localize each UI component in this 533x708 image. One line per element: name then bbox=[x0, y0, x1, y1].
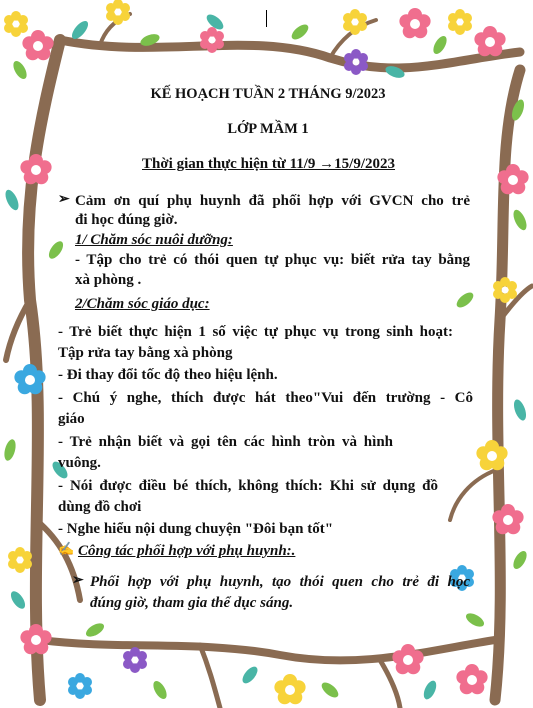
care-item-line: - Nói được điều bé thích, không thích: Khi sử dụng đồ bbox=[58, 478, 438, 494]
section3-text-line2: đúng giờ, tham gia thể dục sáng. bbox=[90, 595, 294, 611]
care-item-line: dùng đồ chơi bbox=[58, 499, 142, 515]
section3-text-line1: Phối hợp với phụ huynh, tạo thói quen cho trẻ đi học bbox=[90, 574, 470, 590]
care-item-line: Tập rửa tay bằng xà phòng bbox=[58, 345, 233, 361]
care-item-line: - Trẻ biết thực hiện 1 số việc tự phục vụ trong sinh hoạt: bbox=[58, 324, 453, 340]
text-cursor bbox=[266, 10, 267, 27]
section3-heading: Công tác phối hợp với phụ huynh:. bbox=[78, 543, 296, 559]
intro-text-line1: Cảm ơn quí phụ huynh đã phối hợp với GVCN cho trẻ bbox=[75, 193, 470, 209]
arrow-bullet-icon: ➢ bbox=[58, 192, 70, 207]
intro-text-line2: đi học đúng giờ. bbox=[75, 212, 178, 228]
section1-text-line1: - Tập cho trẻ có thói quen tự phục vụ: biết rửa tay bằng bbox=[75, 252, 470, 268]
care-item-line: - Trẻ nhận biết và gọi tên các hình tròn và hình bbox=[58, 434, 393, 450]
section2-heading: 2/Chăm sóc giáo dục: bbox=[75, 296, 210, 312]
writing-hand-icon: ✍ bbox=[58, 541, 75, 556]
arrow-bullet-icon: ➢ bbox=[72, 573, 84, 588]
section1-text-line2: xà phòng . bbox=[75, 272, 142, 288]
care-item-line: giáo bbox=[58, 411, 85, 427]
period-line: Thời gian thực hiện từ 11/9 →15/9/2023 bbox=[142, 156, 396, 172]
care-item-line: vuông. bbox=[58, 455, 101, 471]
care-item-line: - Đi thay đổi tốc độ theo hiệu lệnh. bbox=[58, 367, 278, 383]
class-name: LỚP MẦM 1 bbox=[227, 121, 309, 137]
care-item-line: - Nghe hiểu nội dung chuyện "Đôi bạn tốt" bbox=[58, 521, 334, 537]
care-item-line: - Chú ý nghe, thích được hát theo"Vui đến trường - Cô bbox=[58, 390, 473, 406]
section1-heading: 1/ Chăm sóc nuôi dưỡng: bbox=[75, 232, 233, 248]
document-title: KẾ HOẠCH TUẦN 2 THÁNG 9/2023 bbox=[150, 86, 386, 102]
